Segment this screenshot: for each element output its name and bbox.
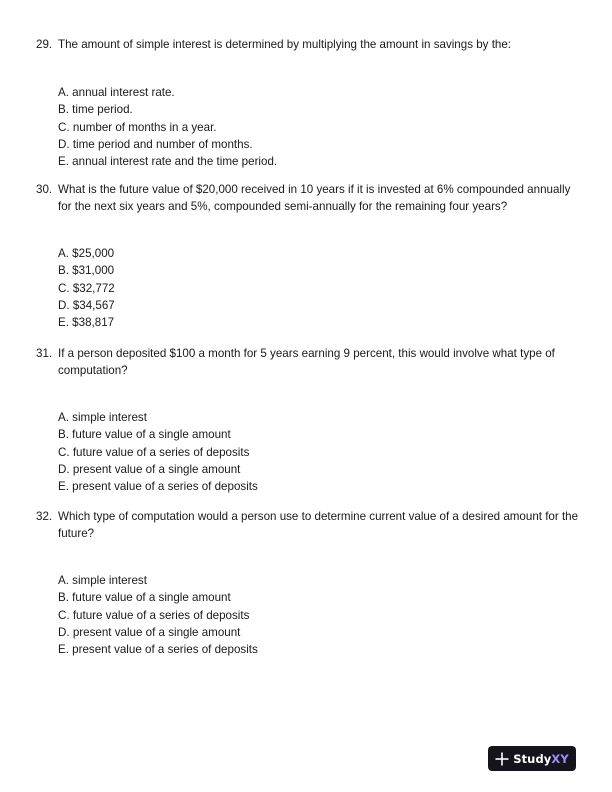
question-32 — [36, 508, 581, 658]
answer-option: D. time period and number of months. — [58, 137, 253, 151]
question-stem — [36, 181, 581, 215]
answer-option: C. future value of a series of deposits — [58, 608, 250, 622]
question-text: What is the future value of $20,000 received in 10 years if it is invested at 6% compounded annually for the next six years and 5%, compounded semi-annually for the remaining four years? — [58, 183, 571, 213]
question-number: 32. — [36, 510, 53, 523]
question-number: 30. — [36, 183, 53, 196]
answer-options — [36, 409, 581, 495]
question-text: Which type of computation would a person use to determine current value of a desired amount for the future? — [58, 510, 579, 540]
answer-option: E. annual interest rate and the time period. — [58, 155, 278, 169]
answer-option: C. future value of a series of deposits — [58, 445, 250, 459]
answer-option: A. annual interest rate. — [58, 86, 175, 99]
answer-option: B. $31,000 — [58, 264, 115, 278]
brand-name-main: Study — [513, 751, 552, 766]
brand-name — [513, 752, 569, 766]
answer-option: E. present value of a series of deposits — [58, 643, 258, 657]
answer-option: A. $25,000 — [58, 247, 115, 260]
answer-options — [36, 245, 581, 331]
answer-option: D. present value of a single amount — [58, 625, 241, 639]
question-stem — [36, 508, 581, 542]
plus-icon — [495, 752, 509, 766]
answer-option: D. $34,567 — [58, 298, 115, 312]
answer-options — [36, 84, 581, 170]
answer-option: B. future value of a single amount — [58, 428, 231, 442]
answer-option: E. present value of a series of deposits — [58, 480, 258, 494]
brand-name-accent: XY — [551, 751, 569, 766]
answer-option: B. future value of a single amount — [58, 591, 231, 605]
studyxy-logo-badge[interactable] — [488, 746, 576, 771]
answer-options — [36, 572, 581, 658]
answer-option: A. simple interest — [58, 574, 147, 587]
question-stem — [36, 36, 581, 53]
answer-option: E. $38,817 — [58, 316, 115, 330]
question-text: If a person deposited $100 a month for 5 years earning 9 percent, this would involve what type of computation? — [58, 347, 555, 377]
question-stem — [36, 345, 581, 379]
answer-option: D. present value of a single amount — [58, 462, 241, 476]
answer-option: A. simple interest — [58, 411, 147, 424]
question-31 — [36, 345, 581, 495]
answer-option: C. number of months in a year. — [58, 120, 217, 134]
question-number: 29. — [36, 38, 53, 51]
answer-option: C. $32,772 — [58, 281, 115, 295]
question-number: 31. — [36, 347, 53, 360]
answer-option: B. time period. — [58, 103, 133, 117]
question-30 — [36, 181, 581, 331]
question-29 — [36, 36, 581, 170]
question-text: The amount of simple interest is determined by multiplying the amount in savings by the: — [58, 38, 512, 51]
